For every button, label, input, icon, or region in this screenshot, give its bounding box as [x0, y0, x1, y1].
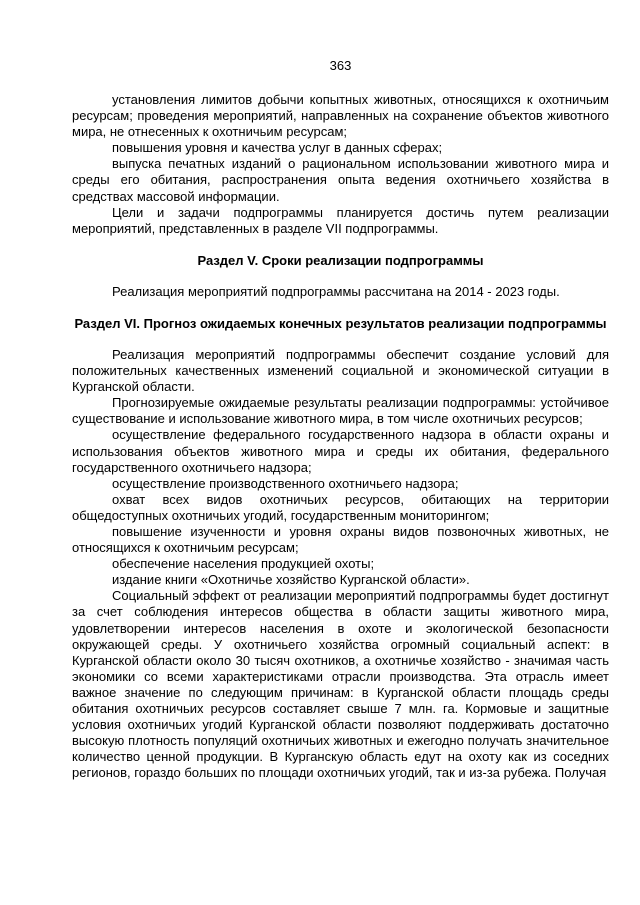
section-6-heading-text: Раздел VI. Прогноз ожидаемых конечных результатов реализации подпрограммы: [74, 315, 607, 331]
paragraph-service-quality: повышения уровня и качества услуг в данных сферах;: [112, 140, 443, 156]
section-6-paragraph-8: издание книги «Охотничье хозяйство Курганской области».: [112, 572, 470, 588]
document-page: [72, 58, 609, 781]
section-5-heading: Раздел V. Сроки реализации подпрограммы: [197, 252, 484, 268]
section-6-paragraph-6: повышение изученности и уровня охраны видов позвоночных животных, не относящихся к охотничьим ресурсам;: [72, 523, 609, 556]
section-6-paragraph-9: Социальный эффект от реализации мероприятий подпрограммы будет достигнут за счет соблюдения интересов общества в области защиты животного мира, удовлетворении интересов населения в охоте и экологической безопасности окружающей среды. У охотничьего хозяйства огромный социальный аспект: в Курганской области около 30 тысяч охотников, а охотничье хозяйство - значимая часть экономики со всеми характеристиками отрасли производства. Эта отрасль имеет важное значение по следующим причинам: в Курганской области площадь среды обитания охотничьих ресурсов составляет свыше 7 млн. га. Кормовые и защитные условия охотничьих угодий Курганской области позволяют поддерживать достаточно высокую плотность популяций охотничьих животных и ежегодно получать значительное количество ценной продукции. В Курганскую область едут на охоту как из соседних регионов, гораздо больших по площади охотничьих угодий, так и из-за рубежа. Получая: [72, 588, 609, 781]
section-6-paragraph-5: охват всех видов охотничьих ресурсов, обитающих на территории общедоступных охотничьих угодий, государственным мониторингом;: [72, 491, 609, 523]
section-5-text: Реализация мероприятий подпрограммы рассчитана на 2014 - 2023 годы.: [112, 283, 560, 299]
section-6-paragraph-2: Прогнозируемые ожидаемые результаты реализации подпрограммы: устойчивое существование и использование животного мира, в том числе охотничьих ресурсов;: [72, 395, 609, 427]
page-number: 363: [329, 58, 352, 73]
section-6-paragraph-1: Реализация мероприятий подпрограммы обеспечит создание условий для положительных качественных изменений социальной и экономической ситуации в Курганской области.: [72, 346, 609, 395]
paragraph-publications: выпуска печатных изданий о рациональном использовании животного мира и среды его обитания, распространения опыта ведения охотничьего хозяйства в средствах массовой информации.: [72, 156, 609, 204]
section-6-paragraph-4: осуществление производственного охотничьего надзора;: [112, 475, 459, 491]
section-6-heading: [72, 316, 609, 332]
section-6-paragraph-3: осуществление федерального государственного надзора в области охраны и использования объектов животного мира и среды их обитания, федерального государственного охотничьего надзора;: [72, 427, 609, 475]
paragraph-goals: Цели и задачи подпрограммы планируется достичь путем реализации мероприятий, представленных в разделе VII подпрограммы.: [72, 204, 609, 236]
paragraph-limits: установления лимитов добычи копытных животных, относящихся к охотничьим ресурсам; проведения мероприятий, направленных на сохранение объектов животного мира, не отнесенных к охотничьим ресурсам;: [72, 92, 609, 140]
section-6-paragraph-7: обеспечение населения продукцией охоты;: [112, 556, 375, 572]
